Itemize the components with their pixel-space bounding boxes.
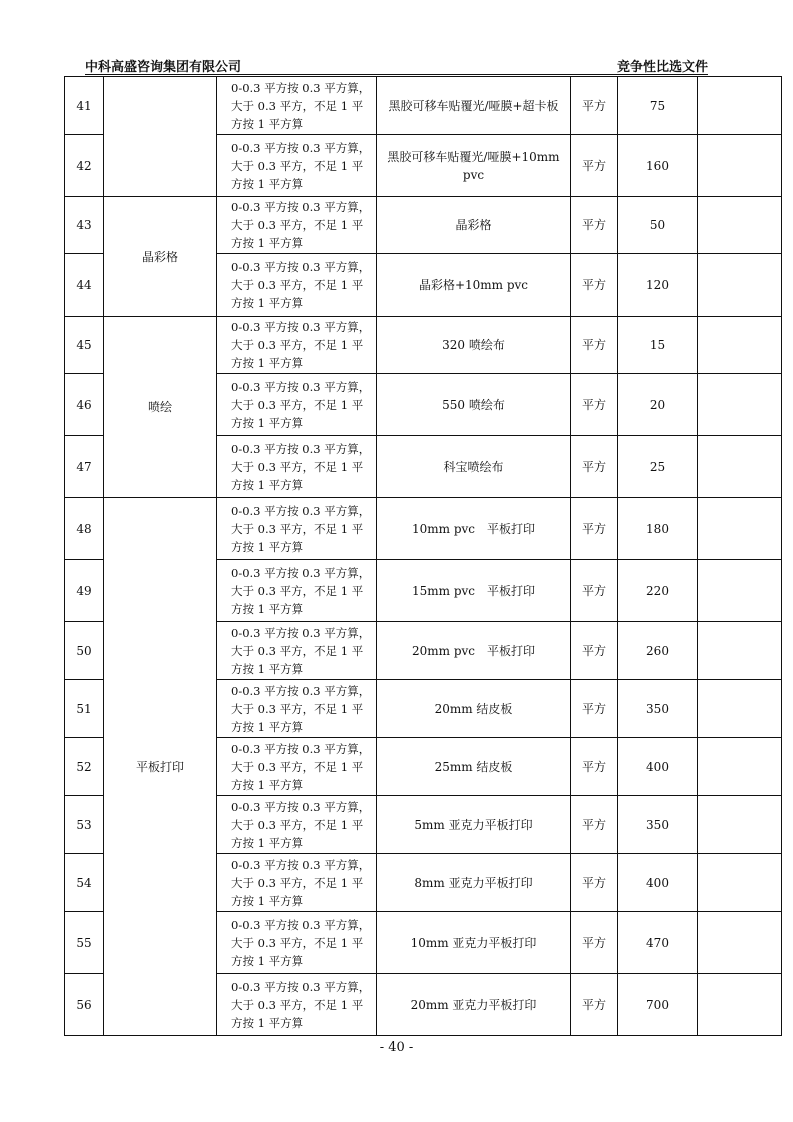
material-cell: 25mm 结皮板 bbox=[377, 738, 571, 796]
unit-cell: 平方 bbox=[571, 254, 618, 317]
material-cell: 10mm pvc 平板打印 bbox=[377, 498, 571, 560]
spec-cell: 0-0.3 平方按 0.3 平方算，大于 0.3 平方，不足 1 平方按 1 平方算 bbox=[217, 560, 377, 622]
row-number: 51 bbox=[65, 680, 104, 738]
category-cell: 晶彩格 bbox=[104, 197, 217, 317]
table-row bbox=[65, 317, 782, 374]
price-cell: 400 bbox=[618, 854, 698, 912]
unit-cell: 平方 bbox=[571, 622, 618, 680]
row-number: 43 bbox=[65, 197, 104, 254]
price-cell: 400 bbox=[618, 738, 698, 796]
note-cell bbox=[698, 374, 782, 436]
row-number: 44 bbox=[65, 254, 104, 317]
row-number: 46 bbox=[65, 374, 104, 436]
unit-cell: 平方 bbox=[571, 498, 618, 560]
row-number: 45 bbox=[65, 317, 104, 374]
page-header bbox=[85, 54, 708, 75]
note-cell bbox=[698, 560, 782, 622]
note-cell bbox=[698, 254, 782, 317]
table-row bbox=[65, 77, 782, 135]
unit-cell: 平方 bbox=[571, 317, 618, 374]
page-number: - 40 - bbox=[379, 1040, 414, 1055]
unit-cell: 平方 bbox=[571, 680, 618, 738]
spec-cell: 0-0.3 平方按 0.3 平方算，大于 0.3 平方，不足 1 平方按 1 平方算 bbox=[217, 854, 377, 912]
spec-cell: 0-0.3 平方按 0.3 平方算，大于 0.3 平方，不足 1 平方按 1 平方算 bbox=[217, 622, 377, 680]
table-row bbox=[65, 197, 782, 254]
row-number: 49 bbox=[65, 560, 104, 622]
price-cell: 260 bbox=[618, 622, 698, 680]
unit-cell: 平方 bbox=[571, 560, 618, 622]
material-cell: 20mm 结皮板 bbox=[377, 680, 571, 738]
material-cell: 320 喷绘布 bbox=[377, 317, 571, 374]
spec-cell: 0-0.3 平方按 0.3 平方算，大于 0.3 平方，不足 1 平方按 1 平方算 bbox=[217, 374, 377, 436]
unit-cell: 平方 bbox=[571, 974, 618, 1036]
note-cell bbox=[698, 738, 782, 796]
note-cell bbox=[698, 974, 782, 1036]
price-cell: 700 bbox=[618, 974, 698, 1036]
price-cell: 350 bbox=[618, 680, 698, 738]
note-cell bbox=[698, 498, 782, 560]
material-cell: 黑胶可移车贴覆光/哑膜+10mm pvc bbox=[377, 135, 571, 197]
spec-cell: 0-0.3 平方按 0.3 平方算，大于 0.3 平方，不足 1 平方按 1 平方算 bbox=[217, 738, 377, 796]
material-cell: 15mm pvc 平板打印 bbox=[377, 560, 571, 622]
price-cell: 15 bbox=[618, 317, 698, 374]
spec-cell: 0-0.3 平方按 0.3 平方算，大于 0.3 平方，不足 1 平方按 1 平方算 bbox=[217, 317, 377, 374]
material-cell: 550 喷绘布 bbox=[377, 374, 571, 436]
spec-cell: 0-0.3 平方按 0.3 平方算，大于 0.3 平方，不足 1 平方按 1 平方算 bbox=[217, 912, 377, 974]
category-cell: 平板打印 bbox=[104, 498, 217, 1036]
row-number: 48 bbox=[65, 498, 104, 560]
note-cell bbox=[698, 622, 782, 680]
note-cell bbox=[698, 912, 782, 974]
note-cell bbox=[698, 135, 782, 197]
price-cell: 20 bbox=[618, 374, 698, 436]
row-number: 47 bbox=[65, 436, 104, 498]
price-cell: 350 bbox=[618, 796, 698, 854]
category-cell: 喷绘 bbox=[104, 317, 217, 498]
material-cell: 黑胶可移车贴覆光/哑膜+超卡板 bbox=[377, 77, 571, 135]
note-cell bbox=[698, 854, 782, 912]
price-cell: 75 bbox=[618, 77, 698, 135]
material-cell: 晶彩格 bbox=[377, 197, 571, 254]
unit-cell: 平方 bbox=[571, 912, 618, 974]
note-cell bbox=[698, 436, 782, 498]
price-cell: 180 bbox=[618, 498, 698, 560]
unit-cell: 平方 bbox=[571, 436, 618, 498]
row-number: 53 bbox=[65, 796, 104, 854]
price-cell: 50 bbox=[618, 197, 698, 254]
document-type: 竞争性比选文件 bbox=[616, 60, 708, 75]
table-row bbox=[65, 498, 782, 560]
spec-cell: 0-0.3 平方按 0.3 平方算，大于 0.3 平方，不足 1 平方按 1 平方算 bbox=[217, 974, 377, 1036]
note-cell bbox=[698, 317, 782, 374]
material-cell: 20mm 亚克力平板打印 bbox=[377, 974, 571, 1036]
price-cell: 160 bbox=[618, 135, 698, 197]
row-number: 50 bbox=[65, 622, 104, 680]
material-cell: 5mm 亚克力平板打印 bbox=[377, 796, 571, 854]
note-cell bbox=[698, 680, 782, 738]
spec-cell: 0-0.3 平方按 0.3 平方算，大于 0.3 平方，不足 1 平方按 1 平方算 bbox=[217, 77, 377, 135]
note-cell bbox=[698, 796, 782, 854]
row-number: 56 bbox=[65, 974, 104, 1036]
unit-cell: 平方 bbox=[571, 738, 618, 796]
spec-cell: 0-0.3 平方按 0.3 平方算，大于 0.3 平方，不足 1 平方按 1 平方算 bbox=[217, 796, 377, 854]
price-cell: 470 bbox=[618, 912, 698, 974]
material-cell: 科宝喷绘布 bbox=[377, 436, 571, 498]
price-cell: 220 bbox=[618, 560, 698, 622]
unit-cell: 平方 bbox=[571, 135, 618, 197]
row-number: 41 bbox=[65, 77, 104, 135]
spec-cell: 0-0.3 平方按 0.3 平方算，大于 0.3 平方，不足 1 平方按 1 平方算 bbox=[217, 197, 377, 254]
unit-cell: 平方 bbox=[571, 77, 618, 135]
spec-cell: 0-0.3 平方按 0.3 平方算，大于 0.3 平方，不足 1 平方按 1 平方算 bbox=[217, 135, 377, 197]
spec-cell: 0-0.3 平方按 0.3 平方算，大于 0.3 平方，不足 1 平方按 1 平方算 bbox=[217, 498, 377, 560]
material-cell: 20mm pvc 平板打印 bbox=[377, 622, 571, 680]
price-cell: 25 bbox=[618, 436, 698, 498]
row-number: 54 bbox=[65, 854, 104, 912]
material-cell: 晶彩格+10mm pvc bbox=[377, 254, 571, 317]
unit-cell: 平方 bbox=[571, 796, 618, 854]
spec-cell: 0-0.3 平方按 0.3 平方算，大于 0.3 平方，不足 1 平方按 1 平方算 bbox=[217, 254, 377, 317]
row-number: 52 bbox=[65, 738, 104, 796]
price-table bbox=[64, 76, 782, 1036]
unit-cell: 平方 bbox=[571, 374, 618, 436]
row-number: 42 bbox=[65, 135, 104, 197]
unit-cell: 平方 bbox=[571, 197, 618, 254]
spec-cell: 0-0.3 平方按 0.3 平方算，大于 0.3 平方，不足 1 平方按 1 平方算 bbox=[217, 436, 377, 498]
note-cell bbox=[698, 77, 782, 135]
company-name: 中科高盛咨询集团有限公司 bbox=[85, 60, 242, 75]
price-cell: 120 bbox=[618, 254, 698, 317]
material-cell: 10mm 亚克力平板打印 bbox=[377, 912, 571, 974]
unit-cell: 平方 bbox=[571, 854, 618, 912]
note-cell bbox=[698, 197, 782, 254]
row-number: 55 bbox=[65, 912, 104, 974]
category-cell bbox=[104, 77, 217, 197]
material-cell: 8mm 亚克力平板打印 bbox=[377, 854, 571, 912]
spec-cell: 0-0.3 平方按 0.3 平方算，大于 0.3 平方，不足 1 平方按 1 平方算 bbox=[217, 680, 377, 738]
